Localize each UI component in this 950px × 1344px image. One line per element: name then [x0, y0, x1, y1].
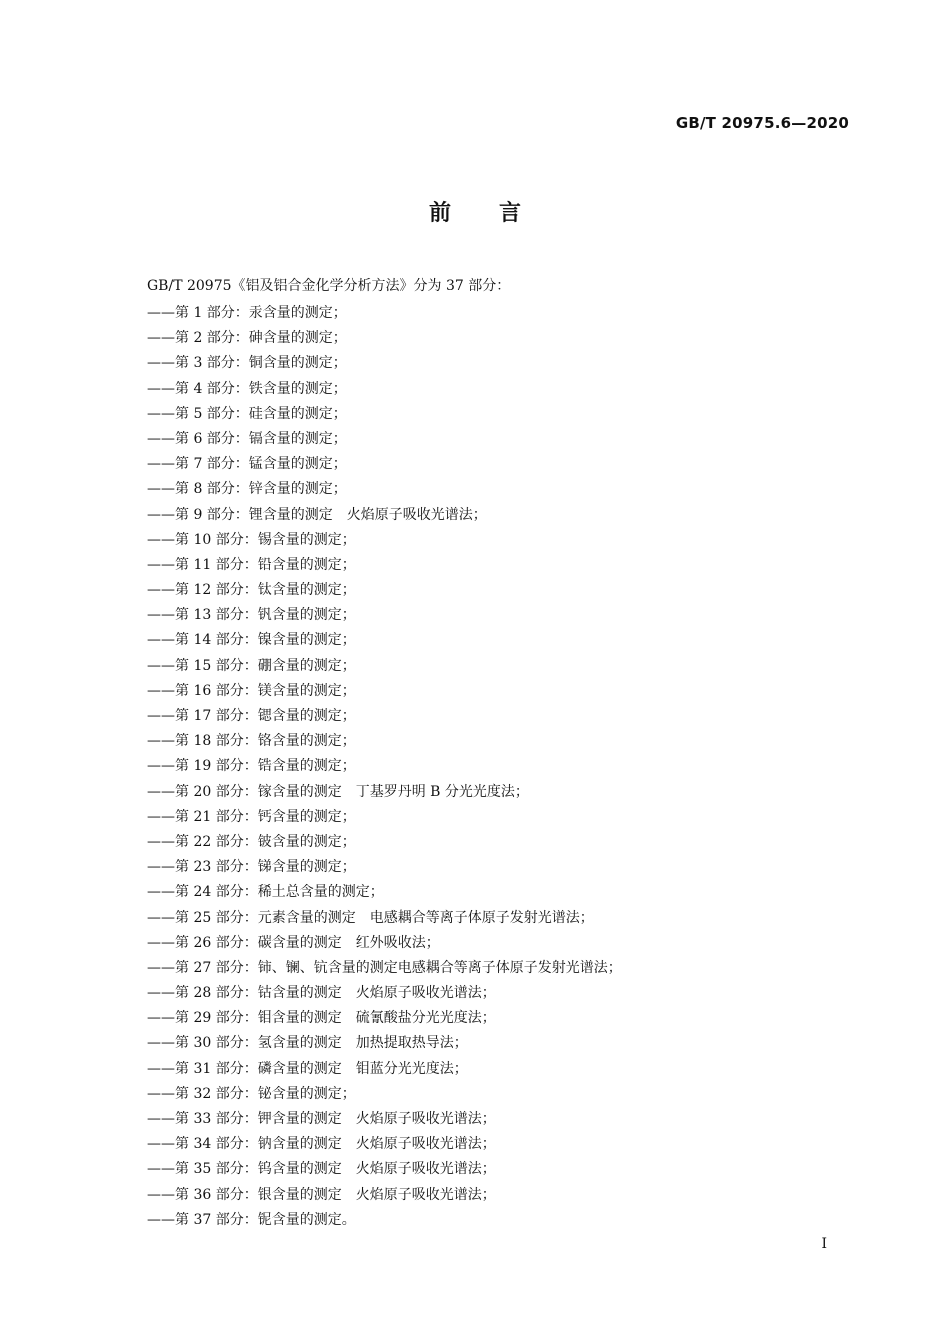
list-item: ——第 32 部分：铋含量的测定；: [147, 1085, 356, 1102]
list-item: ——第 2 部分：砷含量的测定；: [147, 330, 347, 347]
list-item: ——第 28 部分：钴含量的测定 火焰原子吸收光谱法；: [147, 985, 496, 1002]
list-item: ——第 6 部分：镉含量的测定；: [147, 430, 347, 447]
list-item: ——第 22 部分：铍含量的测定；: [147, 833, 356, 850]
page-title: 前言: [428, 201, 569, 226]
list-item: ——第 16 部分：镁含量的测定；: [147, 682, 356, 699]
list-item: ——第 29 部分：钼含量的测定 硫氰酸盐分光光度法；: [147, 1010, 496, 1027]
list-item: ——第 14 部分：镍含量的测定；: [147, 632, 356, 649]
intro-paragraph: GB/T 20975《铝及铝合金化学分析方法》分为 37 部分：: [147, 278, 511, 294]
list-item: ——第 21 部分：钙含量的测定；: [147, 808, 356, 825]
list-item: ——第 12 部分：钛含量的测定；: [147, 582, 356, 599]
list-item: ——第 26 部分：碳含量的测定 红外吸收法；: [147, 934, 440, 951]
list-item: ——第 19 部分：锆含量的测定；: [147, 758, 356, 775]
list-item: ——第 11 部分：铅含量的测定；: [147, 556, 356, 573]
list-item: ——第 5 部分：硅含量的测定；: [147, 405, 347, 422]
list-item: ——第 10 部分：锡含量的测定；: [147, 531, 356, 548]
list-item: ——第 23 部分：锑含量的测定；: [147, 859, 356, 876]
list-item: ——第 37 部分：铌含量的测定。: [147, 1211, 356, 1228]
list-item: ——第 3 部分：铜含量的测定；: [147, 355, 347, 372]
list-item: ——第 18 部分：铬含量的测定；: [147, 733, 356, 750]
list-item: ——第 30 部分：氢含量的测定 加热提取热导法；: [147, 1035, 468, 1052]
list-item: ——第 4 部分：铁含量的测定；: [147, 380, 347, 397]
list-item: ——第 25 部分：元素含量的测定 电感耦合等离子体原子发射光谱法；: [147, 909, 594, 926]
standard-code: GB/T 20975.6—2020: [675, 114, 849, 132]
list-item: ——第 9 部分：锂含量的测定 火焰原子吸收光谱法；: [147, 506, 487, 523]
list-item: ——第 1 部分：汞含量的测定；: [147, 305, 347, 321]
list-item: ——第 31 部分：磷含量的测定 钼蓝分光光度法；: [147, 1060, 468, 1077]
list-item: ——第 7 部分：锰含量的测定；: [147, 456, 347, 473]
list-item: ——第 35 部分：钨含量的测定 火焰原子吸收光谱法；: [147, 1161, 496, 1178]
list-item: ——第 20 部分：镓含量的测定 丁基罗丹明 B 分光光度法；: [147, 783, 529, 800]
list-item: ——第 24 部分：稀土总含量的测定；: [147, 884, 384, 901]
list-item: ——第 13 部分：钒含量的测定；: [147, 607, 356, 624]
parts-list: [147, 301, 622, 1233]
list-item: ——第 36 部分：银含量的测定 火焰原子吸收光谱法；: [147, 1186, 496, 1203]
list-item: ——第 15 部分：硼含量的测定；: [147, 657, 356, 674]
list-item: ——第 17 部分：锶含量的测定；: [147, 708, 356, 724]
list-item: ——第 33 部分：钾含量的测定 火焰原子吸收光谱法；: [147, 1111, 496, 1127]
list-item: ——第 34 部分：钠含量的测定 火焰原子吸收光谱法；: [147, 1136, 496, 1153]
page-number: I: [821, 1236, 827, 1252]
list-item: ——第 8 部分：锌含量的测定；: [147, 481, 347, 498]
list-item: ——第 27 部分：铈、镧、钪含量的测定电感耦合等离子体原子发射光谱法；: [147, 959, 622, 976]
